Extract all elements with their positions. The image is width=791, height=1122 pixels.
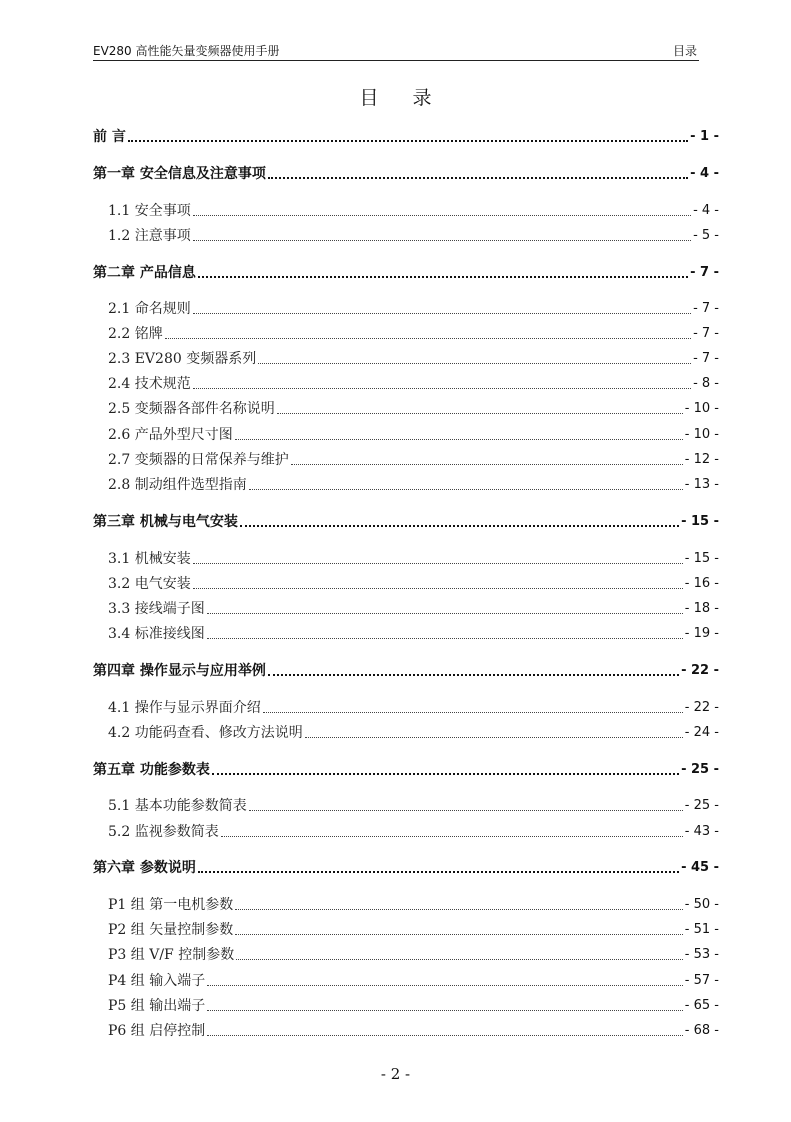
- toc-chapter-entry[interactable]: [93, 163, 719, 183]
- toc-entry-page: - 53 -: [684, 947, 719, 962]
- dot-leader: [128, 139, 688, 142]
- toc-entry-title: 第五章 功能参数表: [93, 762, 210, 778]
- toc-entry-page: - 4 -: [693, 203, 719, 218]
- toc-entry-page: - 25 -: [684, 798, 719, 813]
- toc-section-entry[interactable]: [108, 373, 719, 393]
- toc-entry-title: P1 组 第一电机参数: [108, 897, 234, 913]
- dot-leader: [263, 711, 683, 713]
- dot-leader: [207, 637, 683, 639]
- toc-entry-page: - 12 -: [684, 452, 719, 467]
- dot-leader: [258, 362, 691, 364]
- toc-chapter-entry[interactable]: [93, 511, 719, 531]
- dot-leader: [277, 412, 683, 414]
- toc-entry-title: 2.8 制动组件选型指南: [108, 477, 247, 493]
- dot-leader: [193, 312, 691, 314]
- toc-entry-page: - 10 -: [684, 427, 719, 442]
- toc-entry-page: - 24 -: [684, 725, 719, 740]
- dot-leader: [193, 587, 683, 589]
- toc-section-entry[interactable]: [108, 225, 719, 245]
- toc-entry-title: 1.1 安全事项: [108, 203, 191, 219]
- toc-entry-page: - 51 -: [684, 922, 719, 937]
- dot-leader: [212, 772, 679, 775]
- toc-entry-page: - 8 -: [693, 376, 719, 391]
- toc-section-entry[interactable]: [108, 919, 719, 939]
- toc-entry-page: - 57 -: [684, 973, 719, 988]
- toc-entry-page: - 7 -: [690, 265, 719, 280]
- toc-section-entry[interactable]: [108, 424, 719, 444]
- toc-entry-title: 2.7 变频器的日常保养与维护: [108, 452, 289, 468]
- toc-section-entry[interactable]: [108, 474, 719, 494]
- toc-entry-title: 5.2 监视参数简表: [108, 824, 219, 840]
- document-title: EV280 高性能矢量变频器使用手册: [93, 44, 280, 58]
- header-section-label: 目录: [672, 44, 697, 58]
- toc-entry-page: - 16 -: [684, 576, 719, 591]
- toc-entry-title: 2.2 铭牌: [108, 326, 163, 342]
- toc-section-entry[interactable]: [108, 821, 719, 841]
- toc-entry-title: 2.5 变频器各部件名称说明: [108, 401, 275, 417]
- toc-section-entry[interactable]: [108, 995, 719, 1015]
- dot-leader: [165, 337, 691, 339]
- toc-section-entry[interactable]: [108, 348, 719, 368]
- toc-entry-title: 3.2 电气安装: [108, 576, 191, 592]
- toc-entry-page: - 5 -: [693, 228, 719, 243]
- toc-entry-title: 前 言: [93, 129, 126, 145]
- dot-leader: [198, 870, 679, 873]
- toc-entry-title: 第二章 产品信息: [93, 265, 196, 281]
- toc-entry-page: - 22 -: [684, 700, 719, 715]
- toc-section-entry[interactable]: [108, 323, 719, 343]
- toc-entry-page: - 45 -: [681, 860, 719, 875]
- toc-section-entry[interactable]: [108, 548, 719, 568]
- toc-section-entry[interactable]: [108, 722, 719, 742]
- toc-heading: 目 录: [359, 87, 446, 109]
- toc-entry-title: 2.4 技术规范: [108, 376, 191, 392]
- toc-entry-page: - 7 -: [693, 351, 719, 366]
- toc-entry-title: P5 组 输出端子: [108, 998, 206, 1014]
- toc-entry-title: P6 组 启停控制: [108, 1023, 206, 1039]
- toc-chapter-entry[interactable]: [93, 857, 719, 877]
- toc-section-entry[interactable]: [108, 449, 719, 469]
- toc-entry-page: - 10 -: [684, 401, 719, 416]
- dot-leader: [268, 673, 679, 676]
- dot-leader: [193, 214, 691, 216]
- toc-entry-title: 2.3 EV280 变频器系列: [108, 351, 257, 367]
- toc-section-entry[interactable]: [108, 573, 719, 593]
- dot-leader: [291, 463, 683, 465]
- toc-chapter-entry[interactable]: [93, 660, 719, 680]
- toc-chapter-entry[interactable]: [93, 262, 719, 282]
- toc-entry-title: 第四章 操作显示与应用举例: [93, 663, 266, 679]
- toc-section-entry[interactable]: [108, 623, 719, 643]
- dot-leader: [221, 835, 683, 837]
- toc-entry-title: 4.1 操作与显示界面介绍: [108, 700, 261, 716]
- toc-entry-title: P3 组 V/F 控制参数: [108, 947, 235, 963]
- page-number: - 2 -: [380, 1065, 411, 1083]
- toc-entry-page: - 4 -: [690, 166, 719, 181]
- dot-leader: [235, 908, 683, 910]
- dot-leader: [249, 488, 683, 490]
- toc-section-entry[interactable]: [108, 697, 719, 717]
- toc-entry-title: 3.3 接线端子图: [108, 601, 205, 617]
- toc-entry-page: - 22 -: [681, 663, 719, 678]
- dot-leader: [207, 984, 683, 986]
- dot-leader: [207, 1034, 683, 1036]
- dot-leader: [207, 1009, 683, 1011]
- toc-entry-page: - 25 -: [681, 762, 719, 777]
- dot-leader: [268, 176, 688, 179]
- toc-entry-title: P2 组 矢量控制参数: [108, 922, 234, 938]
- toc-section-entry[interactable]: [108, 1020, 719, 1040]
- toc-section-entry[interactable]: [108, 944, 719, 964]
- toc-entry-page: - 65 -: [684, 998, 719, 1013]
- toc-section-entry[interactable]: [108, 970, 719, 990]
- toc-entry-title: 第六章 参数说明: [93, 860, 196, 876]
- toc-entry-page: - 15 -: [684, 551, 719, 566]
- toc-section-entry[interactable]: [108, 200, 719, 220]
- dot-leader: [249, 809, 683, 811]
- dot-leader: [240, 524, 679, 527]
- dot-leader: [198, 275, 688, 278]
- dot-leader: [305, 736, 683, 738]
- page-header: [93, 44, 699, 61]
- toc-entry-title: 2.6 产品外型尺寸图: [108, 427, 233, 443]
- toc-entry-page: - 50 -: [684, 897, 719, 912]
- toc-section-entry[interactable]: [108, 298, 719, 318]
- toc-chapter-entry[interactable]: [93, 126, 719, 146]
- toc-section-entry[interactable]: [108, 598, 719, 618]
- toc-entry-title: 3.1 机械安装: [108, 551, 191, 567]
- toc-chapter-entry[interactable]: [93, 759, 719, 779]
- dot-leader: [193, 562, 683, 564]
- toc-entry-title: 第一章 安全信息及注意事项: [93, 166, 266, 182]
- toc-entry-page: - 19 -: [684, 626, 719, 641]
- toc-entry-title: 第三章 机械与电气安装: [93, 514, 238, 530]
- toc-entry-page: - 43 -: [684, 824, 719, 839]
- toc-entry-page: - 68 -: [684, 1023, 719, 1038]
- dot-leader: [236, 958, 683, 960]
- toc-entry-page: - 1 -: [690, 129, 719, 144]
- toc-entry-page: - 7 -: [693, 301, 719, 316]
- dot-leader: [193, 239, 691, 241]
- toc-entry-page: - 18 -: [684, 601, 719, 616]
- dot-leader: [193, 387, 691, 389]
- toc-section-entry[interactable]: [108, 894, 719, 914]
- toc-entry-title: 5.1 基本功能参数简表: [108, 798, 247, 814]
- toc-section-entry[interactable]: [108, 398, 719, 418]
- toc-entry-title: 2.1 命名规则: [108, 301, 191, 317]
- toc-entry-title: 3.4 标准接线图: [108, 626, 205, 642]
- toc-entry-title: 4.2 功能码查看、修改方法说明: [108, 725, 303, 741]
- dot-leader: [235, 438, 683, 440]
- toc-entry-page: - 7 -: [693, 326, 719, 341]
- toc-section-entry[interactable]: [108, 795, 719, 815]
- toc-entry-title: 1.2 注意事项: [108, 228, 191, 244]
- dot-leader: [207, 612, 683, 614]
- toc-entry-title: P4 组 输入端子: [108, 973, 206, 989]
- toc-entry-page: - 13 -: [684, 477, 719, 492]
- dot-leader: [235, 933, 683, 935]
- toc-entry-page: - 15 -: [681, 514, 719, 529]
